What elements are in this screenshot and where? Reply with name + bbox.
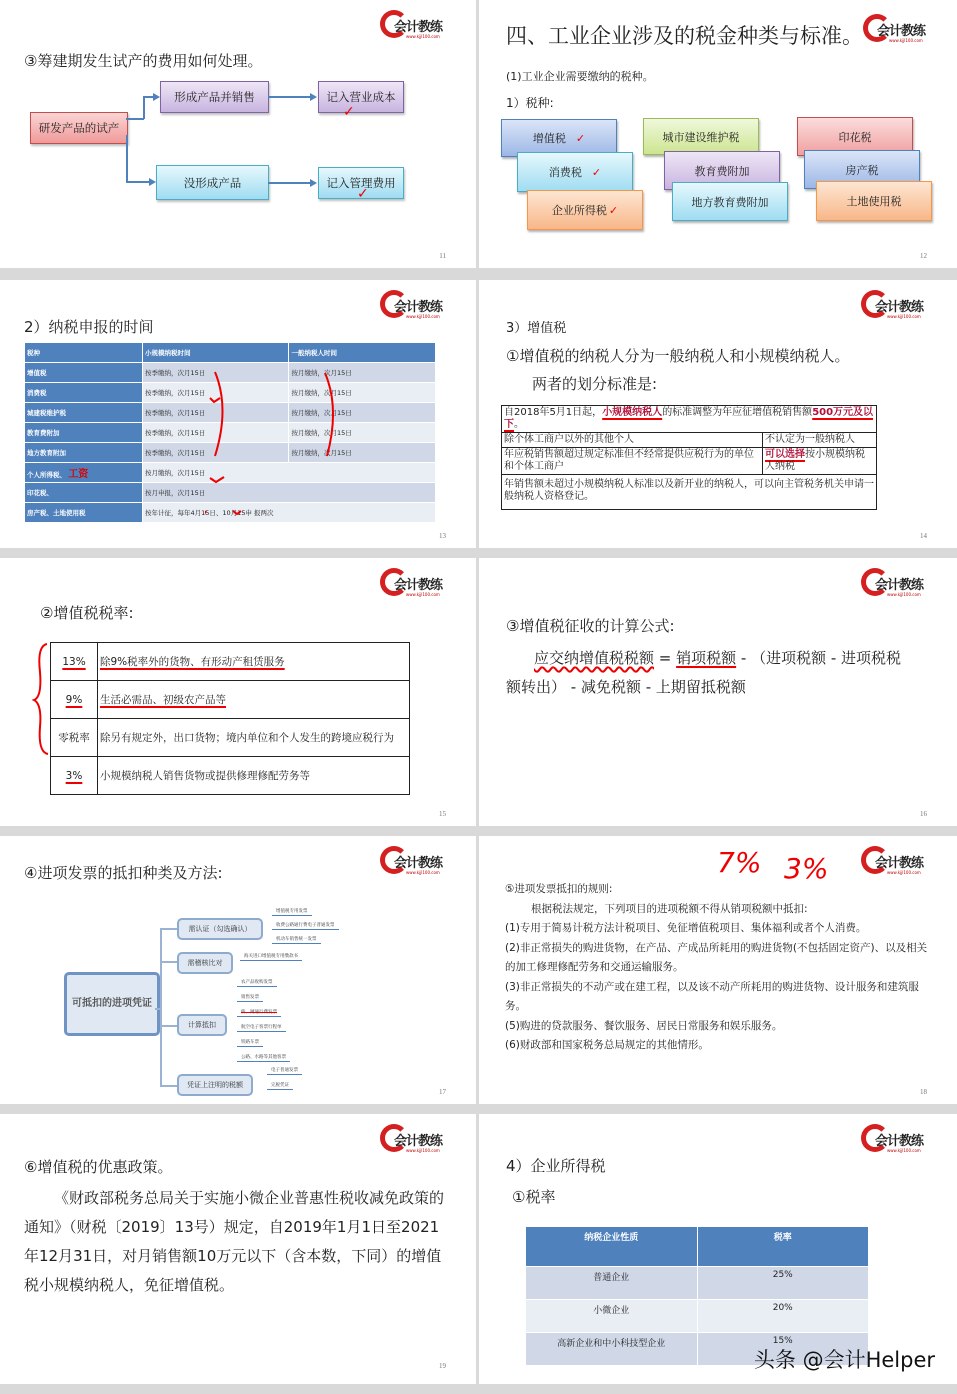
flow-result-top: 记入营业成本 [318, 81, 404, 113]
connector [268, 96, 310, 98]
page-number: 14 [920, 532, 927, 540]
slide-11 [0, 0, 476, 268]
mindmap-branch: 计算抵扣 [177, 1014, 227, 1036]
tax-box-vat: 增值税 ✓ [501, 119, 617, 157]
tax-box-income: 企业所得税 ✓ [527, 190, 643, 230]
vat-rate-table [50, 642, 410, 795]
connector [143, 96, 153, 98]
mindmap-leaf: 增值税专用发票 [272, 908, 312, 916]
table-row: 房产税、土地使用税 按年计征，每年4月15日、10月15申 报两次 [25, 503, 436, 523]
rules-intro: 根据税法规定，下列项目的进项税额不得从销项税额中抵扣: [531, 902, 808, 915]
page-number: 15 [439, 810, 446, 818]
logo: 会计教练 www.kjjl100.com [380, 1124, 450, 1158]
slide-title: 四、工业企业涉及的税金种类与标准。 [506, 24, 863, 48]
mindmap-leaf: 桥、闸通行费发票 [237, 1009, 281, 1017]
mindmap-leaf: 电子普通发票 [267, 1067, 302, 1075]
tax-box-land-use: 土地使用税 [816, 181, 932, 221]
logo: 会计教练 www.kjjl100.com [861, 1124, 931, 1158]
table-row: 普通企业 25% [526, 1267, 869, 1300]
page-number: 18 [920, 1088, 927, 1096]
logo: 会计教练 www.kjjl100.com [861, 290, 931, 324]
table-row: 高新企业和中小科技型企业 15% [526, 1333, 869, 1366]
table-row: 个人所得税、 工资 按月缴纳，次月15日 [25, 463, 436, 483]
table-row: 印花税、 按月申报，次月15日 [25, 483, 436, 503]
slide-title: 3）增值税 [506, 321, 567, 336]
paragraph: 两者的划分标准是: [532, 375, 658, 393]
table-header: 纳税企业性质 税率 [526, 1227, 869, 1267]
table-row: 小微企业 20% [526, 1300, 869, 1333]
arrow-right-icon [153, 93, 160, 101]
slide-title: ③增值税征收的计算公式: [506, 617, 675, 635]
deduction-rules [505, 880, 933, 1056]
page-number: 13 [439, 532, 446, 540]
slide-title: ②增值税税率: [40, 604, 134, 622]
slide-17 [0, 836, 476, 1104]
tax-box-property: 房产税 [804, 150, 920, 189]
table-row: 3% 小规模纳税人销售货物或提供修理修配劳务等 [51, 757, 410, 795]
subhead: 1）税种: [506, 96, 554, 110]
paragraph: ①增值税的纳税人分为一般纳税人和小规模纳税人。 [506, 347, 850, 365]
flow-branch-top: 形成产品并销售 [160, 81, 269, 113]
logo: 会计教练 www.kjjl100.com [380, 290, 450, 324]
slide-12 [479, 0, 957, 268]
connector [126, 118, 144, 120]
slide-15 [0, 558, 476, 826]
table-row: 年应税销售额超过规定标准但不经常提供应税行为的单位和个体工商户 可以选择按小规模纳税人纳税 [502, 448, 877, 475]
logo: 会计教练 www.kjjl100.com [863, 14, 933, 48]
check-mark-icon: ✓ [343, 104, 355, 120]
mindmap-leaf: 收费公路通行费电子普通发票 [272, 922, 339, 930]
mindmap-leaf: 铁路车票 [237, 1039, 263, 1047]
logo: 会计教练 www.kjjl100.com [380, 568, 450, 602]
rule-item: (1)专用于简易计税方法计税项目、免征增值税项目、集体福利或者个人消费。 [505, 922, 867, 934]
slide-14 [479, 280, 957, 548]
table-row: 消费税 按季缴纳，次月15日 按月缴纳，次月15日 [25, 383, 436, 403]
mindmap-leaf: 公路、水路等其他客票 [237, 1054, 290, 1062]
rule-item: (5)购进的贷款服务、餐饮服务、居民日常服务和娱乐服务。 [505, 1019, 783, 1032]
connector [160, 1025, 178, 1027]
handwritten-bracket-icon [205, 368, 345, 518]
tax-box-consumption: 消费税 ✓ [517, 152, 633, 192]
connector [268, 182, 310, 184]
mindmap-branch: 需稽核比对 [177, 952, 233, 974]
connector [155, 1008, 161, 1010]
logo: 会计教练 www.kjjl100.com [380, 10, 450, 44]
mindmap-leaf: 机动车销售统一发票 [272, 936, 321, 944]
rule-item: (6)财政部和国家税务总局规定的其他情形。 [505, 1039, 709, 1051]
source-credit: 头条 @会计Helper [753, 1348, 935, 1372]
slide-16 [479, 558, 957, 826]
table-row: 地方教育附加 按季缴纳，次月15日 按月缴纳，次月15日 [25, 443, 436, 463]
flow-result-bottom: 记入管理费用 [318, 167, 404, 199]
table-row: 城建税维护税 按季缴纳，次月15日 按月缴纳，次月15日 [25, 403, 436, 423]
handwritten-note: 7% [717, 846, 762, 879]
page-number: 12 [920, 252, 927, 260]
formula-line-2: 额转出） - 减免税额 - 上期留抵税额 [506, 678, 746, 696]
connector [160, 961, 178, 963]
slide-18 [479, 836, 957, 1104]
connector [160, 928, 162, 1086]
mindmap-branch: 需认证（勾选确认） [177, 918, 263, 940]
tax-box-local-education: 地方教育费附加 [672, 182, 788, 221]
mindmap-leaf: 销售发票 [237, 994, 263, 1002]
connector [160, 1085, 178, 1087]
flow-source-box: 研发产品的试产 [30, 112, 128, 144]
table-row: 零税率 除另有规定外，出口货物；境内单位和个人发生的跨境应税行为 [51, 719, 410, 757]
policy-paragraph: 《财政部税务总局关于实施小微企业普惠性税收减免政策的通知》（财税〔2019〕13号）规定，自2019年1月1日至2021年12月31日，对月销售额10万元以下（含本数，下同）的增值税小规模纳税人，免征增值税。 [24, 1189, 445, 1294]
table-row: 自2018年5月1日起，小规模纳税人的标准调整为年应征增值税销售额500万元及以下。 [502, 406, 877, 433]
connector [143, 96, 145, 119]
tax-box-urban-maintenance: 城市建设维护税 [643, 118, 759, 155]
mindmap-leaf: 农产品收购发票 [237, 979, 277, 987]
slide-subtitle: ①税率 [512, 1188, 556, 1206]
slide-20 [479, 1114, 957, 1384]
flow-branch-bottom: 没形成产品 [156, 165, 269, 200]
tax-box-education-surcharge: 教育费附加 [664, 151, 780, 190]
table-row: 教育费附加 按季缴纳，次月15日 按月缴纳，次月15日 [25, 423, 436, 443]
rules-heading: ⑤进项发票抵扣的规则: [505, 883, 613, 895]
table-row: 13% 除9%税率外的货物、有形动产租赁服务 [51, 643, 410, 681]
table-row: 增值税 按季缴纳，次月15日 按月缴纳，次月15日 [25, 363, 436, 383]
table-row: 9% 生活必需品、初级农产品等 [51, 681, 410, 719]
handwritten-brace-icon [32, 642, 52, 757]
table-row: 除个体工商户以外的其他个人 不认定为一般纳税人 [502, 433, 877, 448]
mindmap-branch: 凭证上注明的税额 [177, 1074, 253, 1096]
connector [126, 181, 149, 183]
page-number: 16 [920, 810, 927, 818]
slide-subtitle: (1)工业企业需要缴纳的税种。 [506, 70, 654, 83]
page-number: 19 [439, 1362, 446, 1370]
arrow-right-icon [310, 179, 317, 187]
slide-19 [0, 1114, 476, 1384]
handwritten-note: 3% [784, 852, 829, 885]
handwritten-note: 工资 [68, 469, 89, 480]
table-row: 年销售额未超过小规模纳税人标准以及新开业的纳税人，可以向主管税务机关申请一般纳税人资格登记。 [502, 475, 877, 510]
mindmap-leaf: 航空电子客票行程单 [237, 1024, 286, 1032]
logo: 会计教练 www.kjjl100.com [861, 846, 931, 880]
slide-title: 4）企业所得税 [506, 1157, 606, 1175]
slide-title: ③筹建期发生试产的费用如何处理。 [24, 52, 263, 70]
page-number: 11 [439, 252, 446, 260]
connector [160, 928, 178, 930]
logo: 会计教练 www.kjjl100.com [861, 568, 931, 602]
mindmap-leaf: 海关进口增值税专用缴款书 [240, 953, 302, 961]
connector [126, 135, 128, 182]
slide-title: 2）纳税申报的时间 [24, 318, 154, 336]
taxpayer-criteria-table [501, 405, 877, 510]
slide-title: ④进项发票的抵扣种类及方法: [24, 864, 223, 882]
rule-item: (3)非正常损失的不动产或在建工程，以及该不动产所耗用的购进货物、设计服务和建筑服务。 [505, 980, 919, 1012]
slide-title: ⑥增值税的优惠政策。 [24, 1158, 173, 1176]
tax-box-stamp: 印花税 [797, 117, 913, 156]
rule-item: (2)非正常损失的购进货物，在产品、产成品所耗用的购进货物(不包括固定资产)、以及相关的加工修理修配劳务和交通运输服务。 [505, 941, 928, 973]
arrow-right-icon [149, 178, 156, 186]
table-header: 税种 小规模纳税时间 一般纳税人时间 [25, 343, 436, 363]
mindmap-root: 可抵扣的进项凭证 [64, 972, 160, 1036]
mindmap-leaf: 完税凭证 [267, 1082, 293, 1090]
slide-13 [0, 280, 476, 548]
logo: 会计教练 www.kjjl100.com [380, 846, 450, 880]
arrow-right-icon [310, 93, 317, 101]
check-mark-icon: ✓ [357, 186, 369, 202]
page-number: 17 [439, 1088, 446, 1096]
formula-line-1: 应交纳增值税税额 = 销项税额 - （进项税额 - 进项税税 [534, 649, 902, 667]
